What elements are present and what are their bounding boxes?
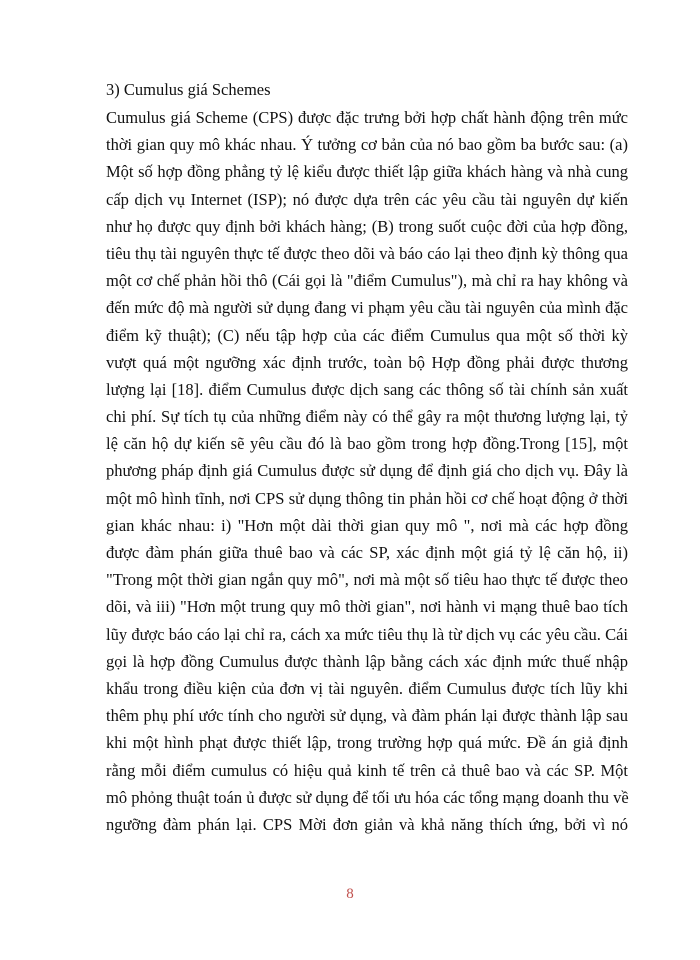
text-line: tiêu thụ tài nguyên thực tế được theo dõi và báo cáo lại theo định kỳ thông qua bbox=[106, 243, 628, 263]
text-line: Cumulus giá Scheme (CPS) được đặc trưng bởi hợp chất hành động trên mức bbox=[106, 108, 628, 127]
text-line: "Trong một thời gian ngắn quy mô", nơi mà một số tiêu hao thực tế được theo bbox=[106, 570, 628, 590]
text-line: khẩu trong điều kiện của đơn vị tài nguyên. điểm Cumulus được tích lũy khi bbox=[106, 678, 628, 698]
text-line: đến mức độ mà người sử dụng đang vi phạm yêu cầu tài nguyên của mình đặc bbox=[106, 298, 628, 318]
text-line: lũy được báo cáo lại chỉ ra, cách xa mức tiêu thụ là từ dịch vụ các yêu cầu. Cái bbox=[106, 624, 628, 644]
text-line: gọi là hợp đồng Cumulus được thành lập bằng cách xác định mức thuế nhập bbox=[106, 651, 628, 671]
text-line: rằng mỗi điểm cumulus có hiệu quả kinh tế trên cả thuê bao và các SP. Một bbox=[106, 760, 628, 780]
text-line: dõi, và iii) "Hơn một trung quy mô thời gian", nơi hành vi mạng thuê bao tích bbox=[106, 597, 628, 617]
text-line: thêm phụ phí ước tính cho người sử dụng, và đàm phán lại được thành lập sau bbox=[106, 706, 628, 726]
body-paragraph bbox=[106, 104, 628, 838]
text-line: lượng lại [18]. điểm Cumulus được dịch sang các thông số tài chính sản xuất bbox=[106, 379, 628, 399]
text-line: thời gian quy mô khác nhau. Ý tưởng cơ bản của nó bao gồm ba bước sau: (a) bbox=[106, 135, 628, 155]
section-heading: 3) Cumulus giá Schemes bbox=[106, 80, 271, 99]
text-line: lệ căn hộ dự kiến sẽ yêu cầu đó là bao gồm trong hợp đồng.Trong [15], một bbox=[106, 434, 628, 454]
text-line: khi một hình phạt được thiết lập, trong trường hợp quá mức. Đề án giả định bbox=[106, 733, 628, 753]
page-number: 8 bbox=[346, 886, 354, 902]
text-line: gian khác nhau: i) "Hơn một dài thời gian quy mô ", nơi mà các hợp đồng bbox=[106, 515, 628, 535]
text-line: phương pháp định giá Cumulus được sử dụng để định giá cho dịch vụ. Đây là bbox=[106, 461, 628, 481]
text-line: như họ được quy định bởi khách hàng; (B) trong suốt cuộc đời của hợp đồng, bbox=[106, 216, 628, 236]
text-line: ngưỡng đàm phán lại. CPS Mời đơn giản và khả năng thích ứng, bởi vì nó bbox=[106, 814, 628, 834]
text-line: được đàm phán giữa thuê bao và các SP, xác định một giá tỷ lệ căn hộ, ii) bbox=[106, 543, 628, 562]
text-line: cấp dịch vụ Internet (ISP); nó được dựa trên các yêu cầu tài nguyên dự kiến bbox=[106, 189, 628, 209]
text-line: Một số hợp đồng phẳng tỷ lệ kiểu được thiết lập giữa khách hàng và nhà cung bbox=[106, 162, 628, 182]
text-line: mô phỏng thuật toán ủ được sử dụng để tối ưu hóa các tổng mạng doanh thu về bbox=[106, 787, 629, 807]
text-line: vượt quá một ngưỡng xác định trước, toàn bộ Hợp đồng phải được thương bbox=[106, 352, 628, 372]
text-line: một mô hình tĩnh, nơi CPS sử dụng thông tin phản hồi cơ chế hoạt động ở thời bbox=[106, 488, 628, 508]
text-line: một cơ chế phản hồi thô (Cái gọi là "điểm Cumulus"), mà chỉ ra hay không và bbox=[106, 271, 628, 291]
text-line: chi phí. Sự tích tụ của những điểm này có thể gây ra một thương lượng lại, tỷ bbox=[106, 407, 628, 427]
text-line: điểm kỹ thuật); (C) nếu tập hợp của các điểm Cumulus qua một số thời kỳ bbox=[106, 325, 628, 345]
